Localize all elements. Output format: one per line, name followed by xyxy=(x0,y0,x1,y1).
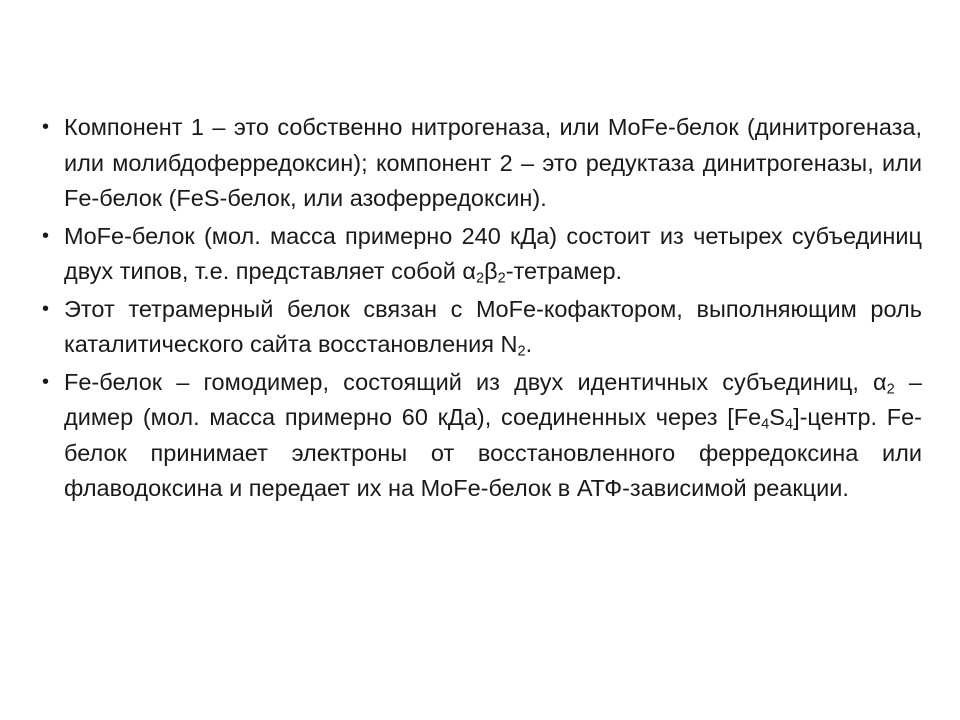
bullet-item-1 xyxy=(42,110,922,217)
text-run: . xyxy=(525,331,533,357)
subscript: 2 xyxy=(886,381,895,398)
subscript: 4 xyxy=(784,416,794,433)
text-run: Fe-белок – гомодимер, состоящий из двух идентичных субъединиц, α xyxy=(64,368,887,395)
text-run: S xyxy=(769,404,785,430)
bullet-item-3 xyxy=(42,292,922,363)
text-run: ]-центр. Fe-белок принимает электроны от восстановленного ферредоксина или флаводоксина и передает их на MoFe-белок в АТФ-зависимой реакции. xyxy=(64,404,922,501)
bullet-item-4 xyxy=(42,365,922,507)
text-run: β xyxy=(484,258,498,284)
text-run: MoFe-белок (мол. масса примерно 240 кДа) состоит из четырех субъединиц двух типов, т.е. представляет собой α xyxy=(64,222,922,284)
text-run: Компонент 1 – это собственно нитрогеназа, или MoFe-белок (динитрогеназа, или молибдоферредоксин); компонент 2 – это редуктаза динитрогеназы, или Fe-белок (FeS-белок, или азоферредоксин). xyxy=(64,114,922,211)
text-run: -тетрамер. xyxy=(505,258,623,284)
subscript: 4 xyxy=(761,416,770,433)
subscript: 2 xyxy=(497,270,506,287)
bullet-item-2 xyxy=(42,219,922,290)
subscript: 2 xyxy=(517,343,526,360)
text-run: Этот тетрамерный белок связан с MoFe-кофактором, выполняющим роль каталитического сайта восстановления N xyxy=(64,295,922,357)
bullet-list xyxy=(42,110,922,509)
text-run: – димер (мол. масса примерно 60 кДа), соединенных через [Fe xyxy=(64,368,922,430)
subscript: 2 xyxy=(475,270,485,287)
